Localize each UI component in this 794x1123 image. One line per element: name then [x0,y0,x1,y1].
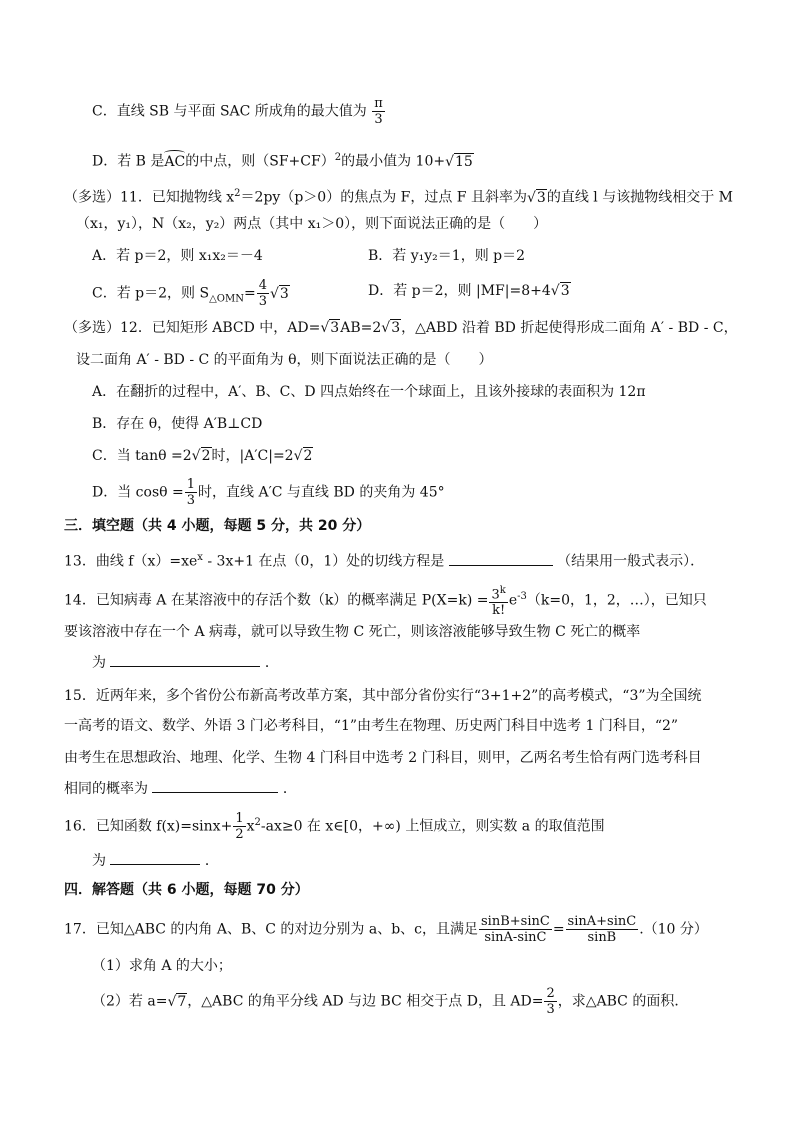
superscript: -3 [517,591,527,603]
q12-option-a: A．在翻折的过程中，A′、B、C、D 四点始终在一个球面上，且该外接球的表面积为 12π [92,384,646,400]
option-text: C．直线 SB 与平面 SAC 所成角的最大值为 [92,103,367,120]
question-text: 14．已知病毒 A 在某溶液中的存活个数（k）的概率满足 P(X=k) = [64,592,489,609]
question-text: ＝2py（p＞0）的焦点为 F，过点 F 且斜率为 [240,189,527,206]
q12-line1 [64,318,738,338]
question-text: ，△ABD 沿着 BD 折起使得形成二面角 A′ - BD - C， [401,320,738,336]
question-text: x [246,818,255,835]
superscript: 2 [334,152,342,163]
superscript: x [197,552,203,563]
question-text: 17．已知△ABC 的内角 A、B、C 的对边分别为 a、b、c，且满足 [64,921,479,938]
radicand: 3 [279,285,289,302]
sqrt-symbol: √3 [381,320,401,336]
answer-blank[interactable] [152,778,278,793]
q11-option-b: B．若 y₁y₂＝1，则 p＝2 [368,248,526,264]
fraction: $\frac{4}{3}$ [258,278,267,309]
question-text: ． [204,853,219,869]
fraction: $\frac{3^k}{k!}$ [491,585,506,619]
fraction: $\frac{\sin A+\sin C}{\sin B}$ [567,914,637,945]
option-text: 的最小值为 10+ [341,153,446,170]
superscript: 2 [234,188,241,199]
question-text: - 3x+1 在点（0，1）处的切线方程是 [202,553,445,570]
sqrt-symbol: √3 [550,283,570,299]
answer-blank[interactable] [449,551,553,566]
sqrt-symbol: √2 [293,448,313,464]
q11-option-c [92,278,290,309]
answer-blank[interactable] [110,850,200,865]
q12-line2: 设二面角 A′ - BD - C 的平面角为 θ，则下面说法正确的是（ ） [76,352,493,368]
question-text: （2）若 a= [92,993,168,1010]
q17-line1 [64,914,708,945]
question-text: e [508,592,518,609]
radicand: 2 [201,448,211,464]
sqrt-symbol: √15 [445,153,473,170]
question-text: ，求△ABC 的面积． [557,993,689,1010]
q11-option-a: A．若 p＝2，则 x₁x₂＝－4 [92,248,263,264]
arc-symbol: AC [164,153,186,170]
radicand: 15 [455,153,473,170]
option-text: C．当 tanθ =2 [92,448,192,464]
subscript: △OMN [209,293,244,305]
option-text: 时，直线 A′C 与直线 BD 的夹角为 45° [198,484,445,501]
q15-line4 [64,778,297,799]
question-text: （多选）12．已知矩形 ABCD 中，AD= [64,320,321,336]
question-text: ． [264,655,279,671]
q17-part2 [92,986,688,1017]
q14-line1 [64,583,707,618]
sqrt-symbol: √3 [320,320,340,336]
question-text: （结果用一般式表示）． [557,553,705,570]
radicand: 7 [177,993,187,1010]
fraction: $\frac{2}{3}$ [546,986,555,1017]
q15-line2: 一高考的语文、数学、外语 3 门必考科目，“1”由考生在物理、历史两门科目中选考 1 门科目，“2” [64,718,679,734]
question-text: 13．曲线 f（x）=xe [64,553,198,570]
question-text: 的直线 l 与该抛物线相交于 M [546,189,733,206]
sqrt-symbol: √3 [526,189,546,206]
q11-option-d [368,281,571,301]
option-text: C．若 p＝2，则 S [92,285,210,302]
q11-line2: （x₁，y₁），N（x₂，y₂）两点（其中 x₁＞0），则下面说法正确的是（ ） [76,216,548,232]
q16-line2 [92,850,219,871]
question-text: （多选）11．已知抛物线 x [64,189,235,206]
option-text: 时，|A′C|=2 [211,448,294,464]
q16-line1 [64,811,605,842]
option-d-arc-line [92,148,474,172]
q12-option-c [92,446,313,466]
fraction: $\frac{1}{2}$ [235,811,244,842]
option-text: = [243,285,256,302]
sqrt-symbol: √7 [167,993,187,1010]
sqrt-symbol: √3 [269,285,289,302]
question-text: 为 [92,853,106,869]
section-3-heading: 三．填空题（共 4 小题，每题 5 分，共 20 分） [64,518,371,534]
question-text: 16．已知函数 f(x)=sinx+ [64,818,233,835]
q15-line1: 15．近两年来，多个省份公布新高考改革方案，其中部分省份实行“3+1+2”的高考模式，“3”为全国统 [64,688,702,704]
sqrt-symbol: √2 [191,448,211,464]
section-4-heading: 四．解答题（共 6 小题，每题 70 分） [64,882,309,898]
option-c-sb-line [92,96,386,127]
radicand: 3 [536,189,546,206]
question-text: .（10 分） [639,921,708,938]
q15-line3: 由考生在思想政治、地理、化学、生物 4 门科目中选考 2 门科目，则甲，乙两名考生恰有两门选考科目 [64,750,702,766]
question-text: （k=0，1，2，…），已知只 [526,592,707,609]
fraction: $\frac{\pi}{3}$ [374,96,383,127]
radicand: 3 [560,283,570,299]
q12-option-b: B．存在 θ，使得 A′B⊥CD [92,416,263,432]
option-text: 的中点，则（SF+CF） [185,153,335,170]
option-text: D．当 cosθ = [92,484,184,501]
radicand: 2 [303,448,313,464]
option-text: D．若 p＝2，则 |MF|=8+4 [368,283,551,299]
answer-blank[interactable] [110,652,260,667]
radicand: 3 [391,320,401,336]
superscript: 2 [254,816,261,828]
question-text: ，△ABC 的角平分线 AD 与边 BC 相交于点 D，且 AD= [187,993,544,1010]
fraction: $\frac{\sin B+\sin C}{\sin A-\sin C}$ [481,914,550,945]
radicand: 3 [330,320,340,336]
option-text: D．若 B 是 [92,153,165,170]
q12-option-d [92,477,445,508]
q14-line2: 要该溶液中存在一个 A 病毒，就可以导致生物 C 死亡，则该溶液能够导致生物 C 死亡的概率 [64,624,641,640]
question-text: AB=2 [340,320,382,336]
question-text: -ax≥0 在 x∈[0，+∞) 上恒成立，则实数 a 的取值范围 [260,818,605,835]
q11-line1 [64,184,733,208]
question-text: 相同的概率为 [64,781,148,797]
question-text: 为 [92,655,106,671]
q14-line3 [92,652,279,673]
q17-part1: （1）求角 A 的大小； [92,958,232,974]
fraction: $\frac{1}{3}$ [186,477,196,508]
question-text: = [552,921,565,938]
q13-line [64,548,704,572]
question-text: ． [282,781,297,797]
